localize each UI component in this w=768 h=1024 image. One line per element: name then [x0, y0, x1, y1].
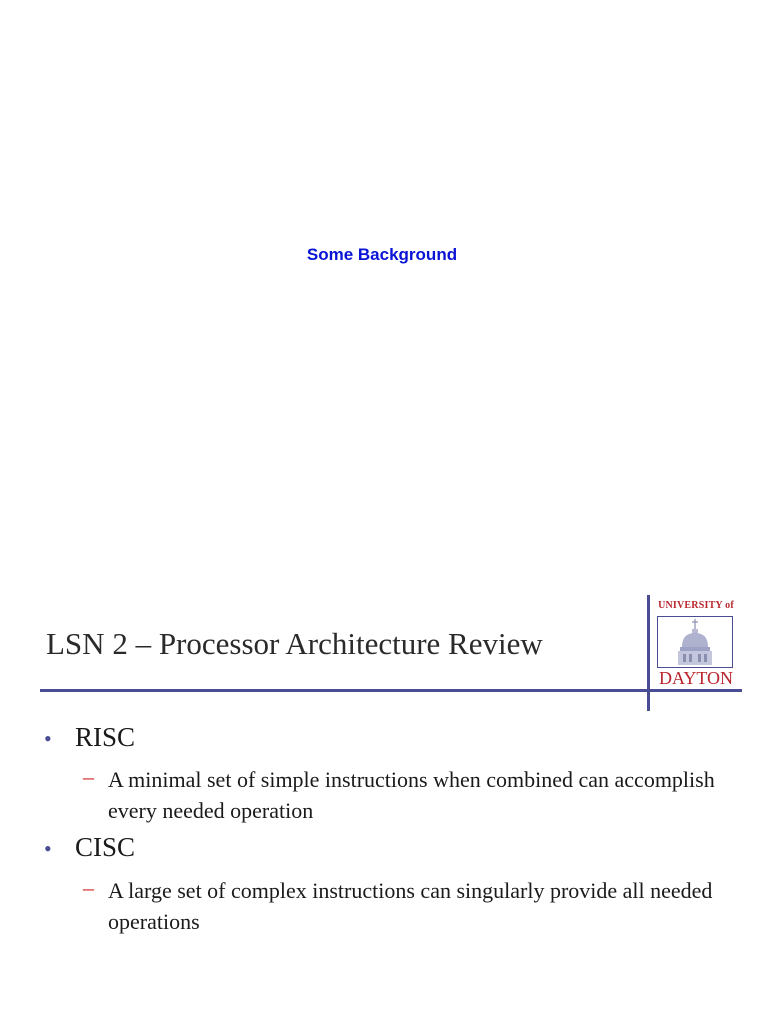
sub-bullet-marker: –: [83, 875, 94, 900]
logo-top-text: UNIVERSITY of: [658, 600, 734, 611]
title-underline: [40, 689, 742, 692]
slide: [0, 590, 768, 950]
risc-description: A minimal set of simple instructions when combined can accomplish every needed operation: [108, 767, 715, 823]
bullet-cisc: CISC: [75, 832, 136, 862]
slide-title: LSN 2 – Processor Architecture Review: [46, 626, 543, 661]
bullet-risc: RISC: [75, 722, 136, 752]
logo-emblem: [657, 616, 733, 668]
sub-bullet-marker: –: [83, 764, 94, 789]
bullet-marker: •: [44, 836, 52, 861]
section-heading: Some Background: [306, 245, 458, 264]
dome-icon: [658, 617, 732, 667]
logo-bottom-text: DAYTON: [658, 668, 733, 688]
logo-divider: [647, 595, 650, 711]
bullet-marker: •: [44, 726, 52, 751]
cisc-description: A large set of complex instructions can singularly provide all needed operations: [108, 878, 713, 934]
university-logo: [655, 600, 737, 690]
